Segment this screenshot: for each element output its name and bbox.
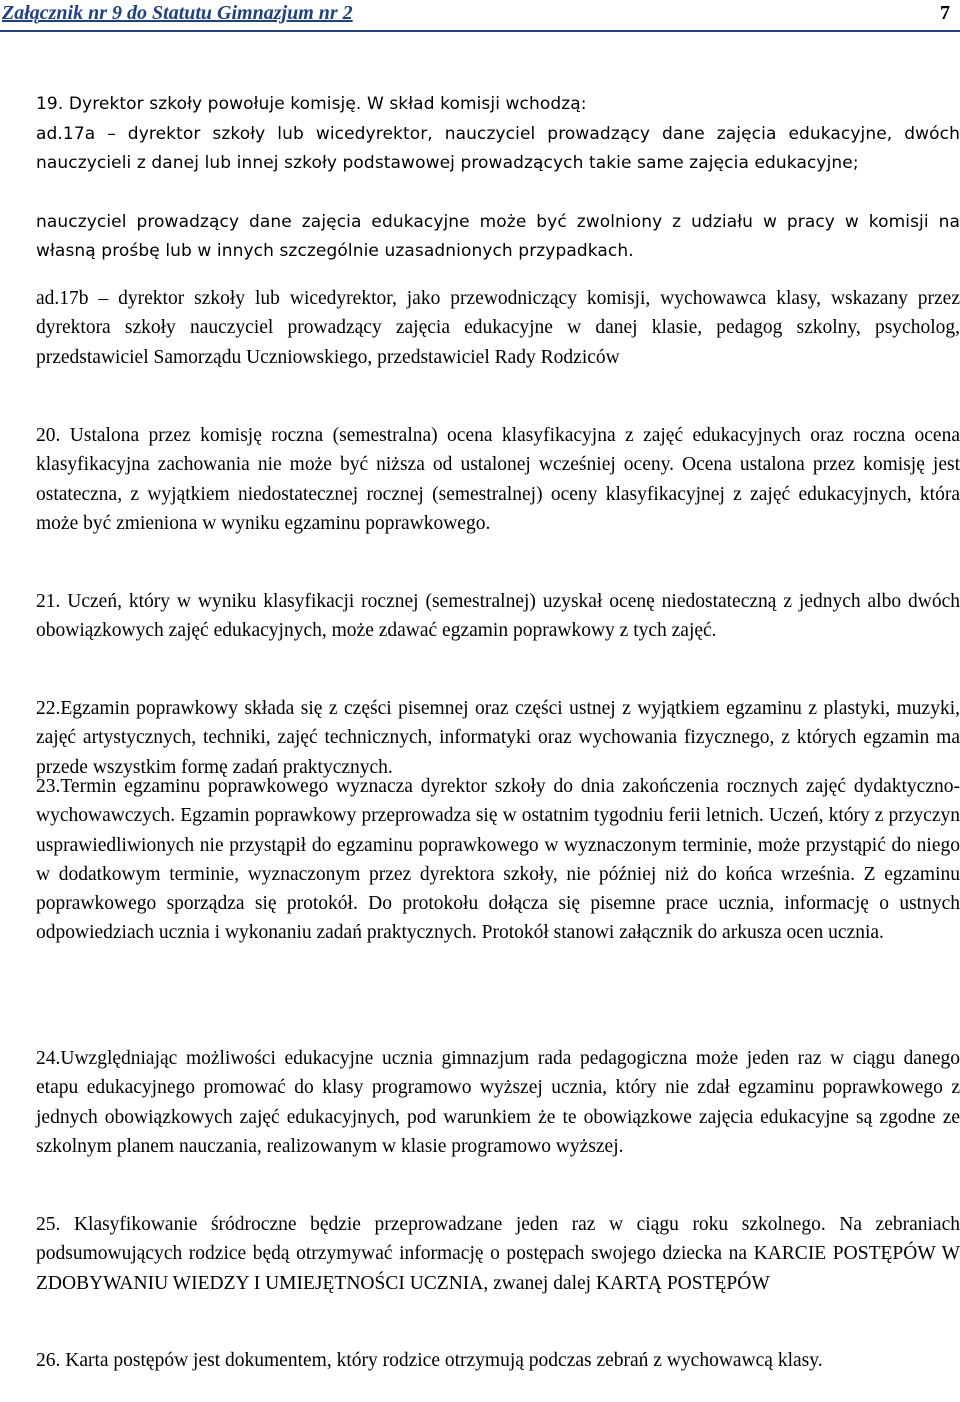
section-20-text: 20. Ustalona przez komisję roczna (semestralna) ocena klasyfikacyjna z zajęć edukacyjnych oraz roczna ocena klasyfikacyjna zachowania nie może być niższa od ustalonej wcześniej oceny. Ocena ustalona przez komisję jest ostateczna, z wyjątkiem niedostatecznej rocznej (semestralnej) oceny klasyfikacyjnej z zajęć edukacyjnych, która może być zmieniona w wyniku egzaminu poprawkowego. (36, 425, 960, 534)
header-divider (0, 30, 960, 32)
section-21 (36, 587, 960, 646)
section-23 (36, 772, 960, 948)
section-25-text: 25. Klasyfikowanie śródroczne będzie przeprowadzane jeden raz w ciągu roku szkolnego. Na zebraniach podsumowujących rodzice będą otrzymywać informację o postępach swojego dziecka na KARCIE POSTĘPÓW W ZDOBYWANIU WIEDZY I UMIEJĘTNOŚCI UCZNIA, zwanej dalej KARTĄ POSTĘPÓW (36, 1214, 960, 1294)
section-19-text-17a: ad.17a – dyrektor szkoły lub wicedyrektor, nauczyciel prowadzący dane zajęcia edukacyjne, dwóch nauczycieli z danej lub innej szkoły podstawowej prowadzących takie same zajęcia edukacyjne; (36, 124, 960, 174)
section-24 (36, 1044, 960, 1161)
section-23-text: 23.Termin egzaminu poprawkowego wyznacza dyrektor szkoły do dnia zakończenia rocznych zajęć dydaktyczno-wychowawczych. Egzamin poprawkowy przeprowadza się w ostatnim tygodniu ferii letnich. Uczeń, który z przyczyn usprawiedliwionych nie przystąpił do egzaminu poprawkowego w wyznaczonym terminie, może przystąpić do niego w dodatkowym terminie, wyznaczonym przez dyrektora szkoły, nie później niż do końca września. Z egzaminu poprawkowego sporządza się protokół. Do protokołu dołącza się pisemne prace ucznia, informację o ustnych odpowiedziach ucznia i wykonaniu zadań praktycznych. Protokół stanowi załącznik do arkusza ocen ucznia. (36, 776, 960, 944)
section-19-item-17b (36, 284, 960, 372)
section-19-text-17b: ad.17b – dyrektor szkoły lub wicedyrektor, jako przewodniczący komisji, wychowawca klasy, wskazany przez dyrektora szkoły nauczyciel prowadzący zajęcia edukacyjne w danej klasie, pedagog szkolny, psycholog, przedstawiciel Samorządu Uczniowskiego, przedstawiciel Rady Rodziców (36, 288, 960, 368)
section-19-intro: 19. Dyrektor szkoły powołuje komisję. W skład komisji wchodzą: (36, 94, 587, 114)
section-19 (36, 90, 960, 119)
section-25 (36, 1210, 960, 1298)
header-title: Załącznik nr 9 do Statutu Gimnazjum nr 2 (2, 2, 353, 24)
section-26-text: 26. Karta postępów jest dokumentem, który rodzice otrzymują podczas zebrań z wychowawcą klasy. (36, 1350, 823, 1371)
section-22 (36, 694, 960, 782)
section-20 (36, 421, 960, 538)
section-22-text: 22.Egzamin poprawkowy składa się z części pisemnej oraz części ustnej z wyjątkiem egzaminu z plastyki, muzyki, zajęć artystycznych, techniki, zajęć technicznych, informatyki oraz wychowania fizycznego, z których egzamin ma przede wszystkim formę zadań praktycznych. (36, 698, 960, 778)
section-19-item-17a (36, 120, 960, 179)
section-19-text-teacher: nauczyciel prowadzący dane zajęcia edukacyjne może być zwolniony z udziału w pracy w komisji na własną prośbę lub w innych szczególnie uzasadnionych przypadkach. (36, 212, 960, 262)
section-21-text: 21. Uczeń, który w wyniku klasyfikacji rocznej (semestralnej) uzyskał ocenę niedostateczną z jednych albo dwóch obowiązkowych zajęć edukacyjnych, może zdawać egzamin poprawkowy z tych zajęć. (36, 591, 960, 642)
section-19-teacher-note (36, 208, 960, 267)
page-number: 7 (940, 2, 950, 24)
section-24-text: 24.Uwzględniając możliwości edukacyjne ucznia gimnazjum rada pedagogiczna może jeden raz w ciągu danego etapu edukacyjnego promować do klasy programowo wyższej ucznia, który nie zdał egzaminu poprawkowego z jednych obowiązkowych zajęć edukacyjnych, pod warunkiem że te obowiązkowe zajęcia edukacyjne są zgodne ze szkolnym planem nauczania, realizowanym w klasie programowo wyższej. (36, 1048, 960, 1157)
section-26 (36, 1346, 960, 1375)
